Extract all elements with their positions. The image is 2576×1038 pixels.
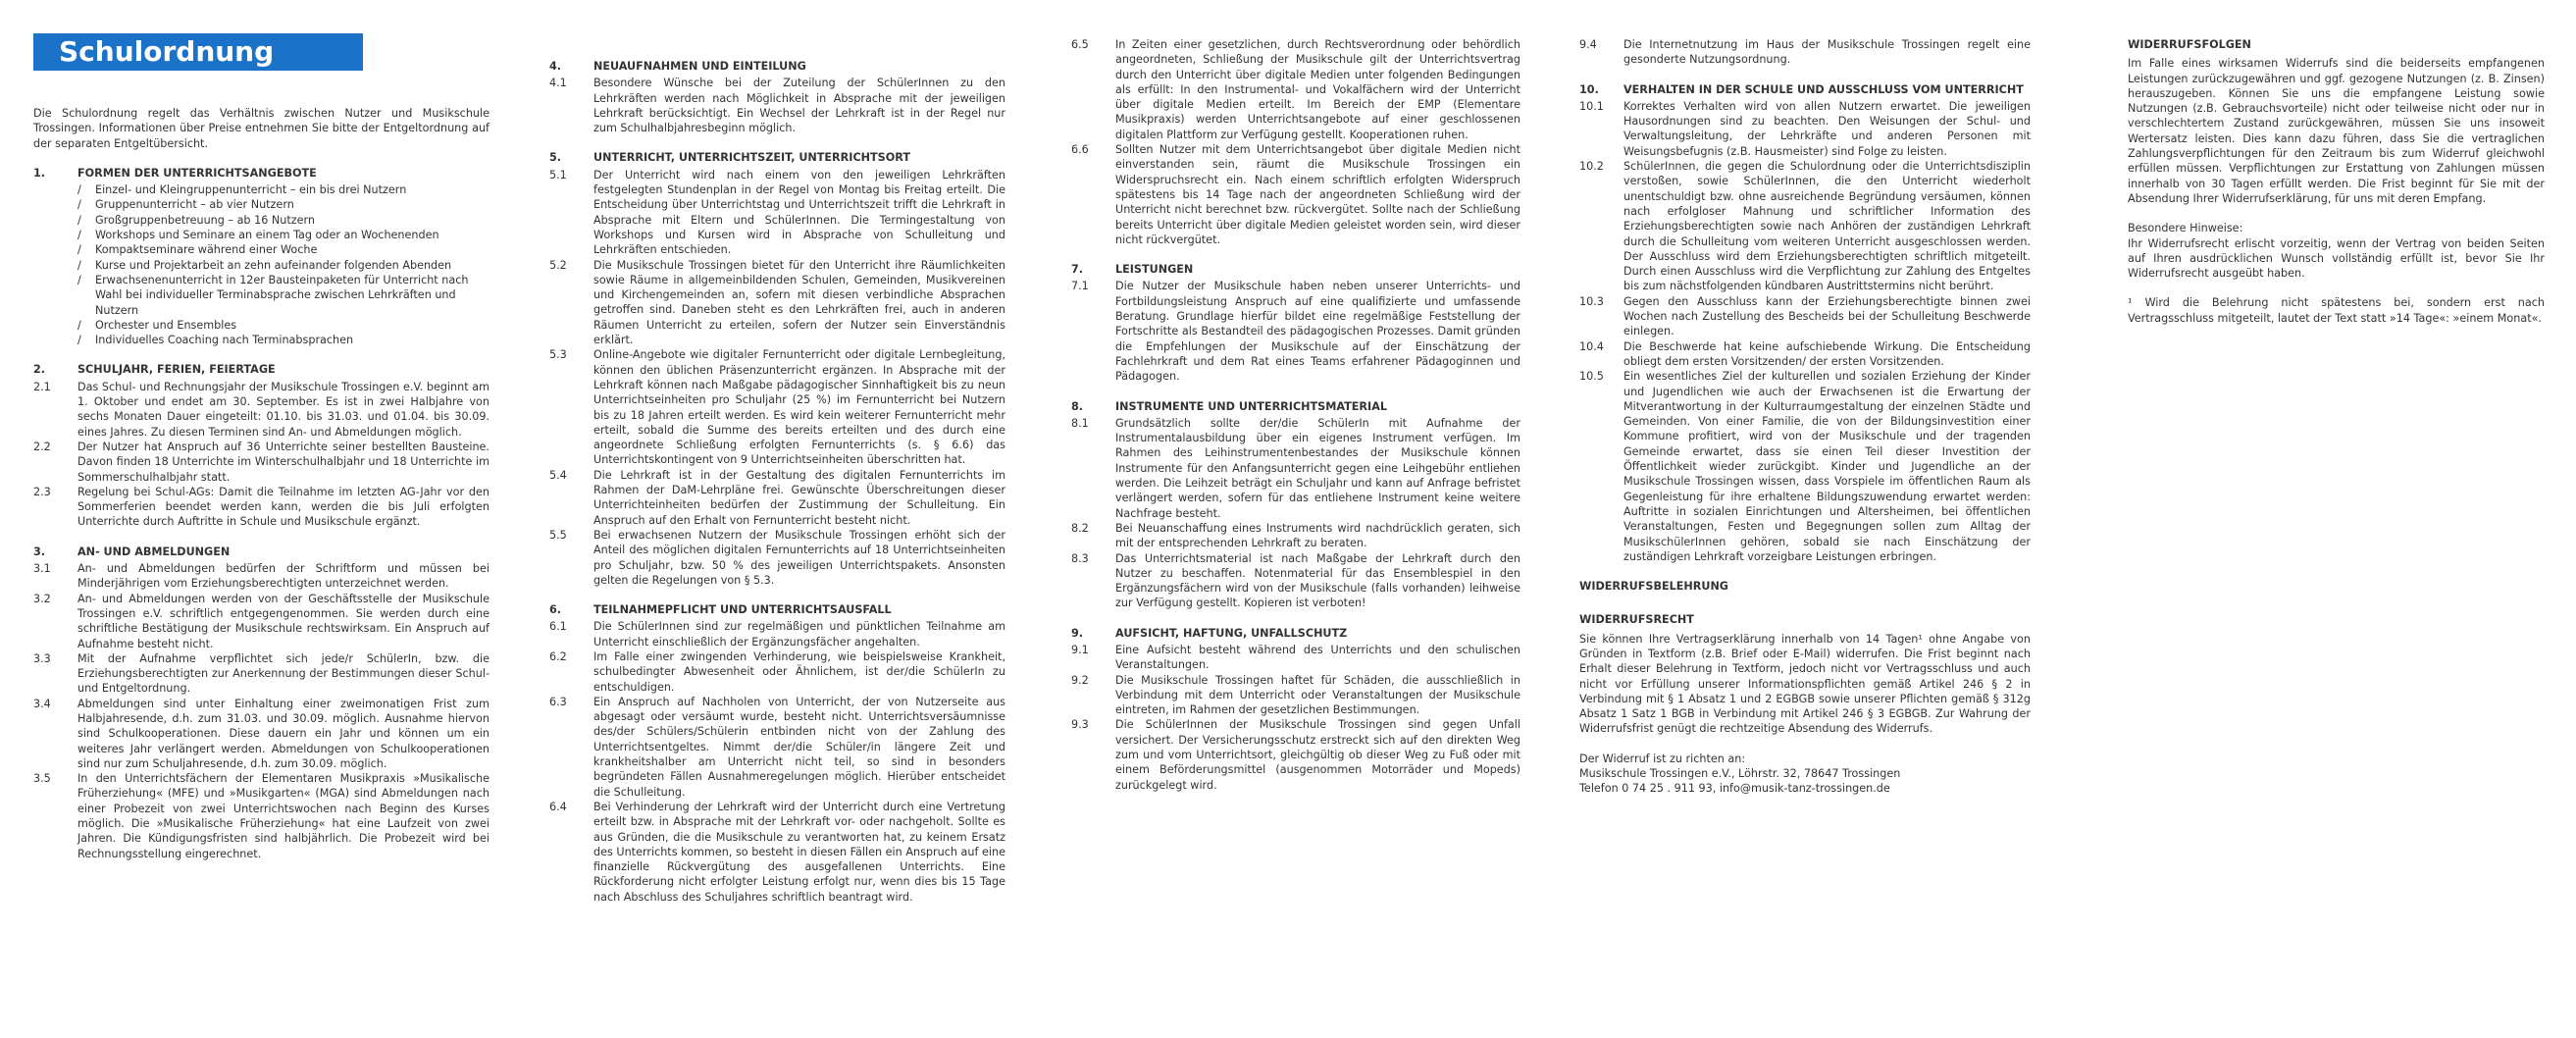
clause: 8.3 Das Unterrichtsmaterial ist nach Maßgabe der Lehrkraft durch den Nutzer zu beschaffen. Notenmaterial für das Ensemblespiel in den Ergänzungsfächern wird von der Musikschule (falls vorhanden) leihweise zur Verfügung gestellt. Kopieren ist verboten! bbox=[1071, 551, 1520, 610]
section-6 bbox=[549, 602, 1005, 905]
section-1 bbox=[33, 166, 489, 348]
section-heading: 6. TEILNAHMEPFLICHT UND UNTERRICHTSAUSFALL bbox=[549, 603, 892, 617]
clause: 5.2 Die Musikschule Trossingen bietet für den Unterricht ihre Räumlichkeiten sowie Räume in allgemeinbildenden Schulen, Gemeinden, Musikvereinen und Kirchengemeinden an, sofern mit diesen verbindliche Absprachen getroffen sind. Daneben steht es den Lehrkräften frei, auch in anderen Räumen Unterricht zu erteilen, sofern der Nutzer sein Einverständnis erklärt. bbox=[549, 258, 1005, 347]
section-9-cont bbox=[1579, 37, 2031, 68]
clause: 10.5 Ein wesentliches Ziel der kulturellen und sozialen Erziehung der Kinder und Jugendlichen wie auch der Erwachsenen ist die Erwartung der Mitverantwortung in der Kulturraumgestaltung der einzelnen Städte und Gemeinden. Von einer Familie, die von der Bildungsinvestition einer Kommune profitiert, wird von der Musikschule und der tragenden Gemeinde erwartet, dass sie einen Teil dieser Investition der Öffentlichkeit wieder zurückgibt. Kinder und Jugendliche an der Musikschule Trossingen wissen, dass Vorspiele im öffentlichen Raum als Gegenleistung für ihre erhaltene Bildungszuwendung erwartet werden: Auftritte in sozialen Einrichtungen und Altersheimen, bei öffentlichen Veranstaltungen, Festen und Begegnungen sollen zum Alltag der MusikschülerInnen gehören, sobald sie nach Einschätzung der zuständigen Lehrkraft vorzeigbare Leistungen erbringen. bbox=[1579, 370, 2031, 563]
clause: 9.3 Die SchülerInnen der Musikschule Trossingen sind gegen Unfall versichert. Der Versicherungsschutz erstreckt sich auf den direkten Weg zum und vom Unterrichtsort, gleichgültig ob dieser Weg zu Fuß oder mit einem Beförderungsmittel (ausgenommen Motorräder und Mopeds) zurückgelegt wird. bbox=[1071, 718, 1520, 792]
clause: 10.4 Die Beschwerde hat keine aufschiebende Wirkung. Die Entscheidung obliegt dem ersten Vorsitzenden/ der ersten Vorsitzenden. bbox=[1579, 339, 2031, 368]
section-8 bbox=[1071, 399, 1520, 611]
clause: 3.3 Mit der Aufnahme verpflichtet sich jede/r SchülerIn, bzw. die Erziehungsberechtigten zur Anerkennung der Bestimmungen dieser Schul- und Entgeltordnung. bbox=[33, 651, 489, 696]
clause: 10.1 Korrektes Verhalten wird von allen Nutzern erwartet. Die jeweiligen Hausordnungen sind zu beachten. Den Weisungen der Schul- und Verwaltungsleitung, der Lehrkräfte und anderen Personen mit Weisungsbefugnis (z.B. Hausmeister) sind Folge zu leisten. bbox=[1579, 99, 2031, 158]
intro-text: Die Schulordnung regelt das Verhältnis zwischen Nutzer und Musikschule Trossingen. Informationen über Preise entnehmen Sie bitte der Entgeltordnung auf der separaten Entgeltübersicht. bbox=[33, 107, 489, 150]
clause: 5.5 Bei erwachsenen Nutzern der Musikschule Trossingen erhöht sich der Anteil des möglichen digitalen Fernunterrichts auf 18 Unterrichtseinheiten pro Schuljahr, bzw. 50 % des jeweiligen Unterrichtspakets. Ansonsten gelten die Regelungen von § 5.3. bbox=[549, 528, 1005, 587]
list-item: / Orchester und Ensembles bbox=[77, 318, 237, 332]
section-heading: 4. NEUAUFNAHMEN UND EINTEILUNG bbox=[549, 60, 806, 73]
column-5 bbox=[2128, 37, 2545, 340]
clause: 6.6 Sollten Nutzer mit dem Unterrichtsangebot über digitale Medien nicht einverstanden sein, räumt die Musikschule Trossingen ein Widerspruchsrecht ein. Nach einem schriftlich erfolgten Widerspruch spätestens bis 14 Tage nach der angeordneten Schließung wird der Unterricht nicht berechnet bzw. rückvergütet. Sollte nach der Schließung bereits Unterricht über digitale Medien geleistet worden sein, wird dieser nicht rückvergütet. bbox=[1071, 143, 1520, 246]
clause: 4.1 Besondere Wünsche bei der Zuteilung der SchülerInnen zu den Lehrkräften werden nach Möglichkeit in Absprache mit der jeweiligen Lehrkraft berücksichtigt. Ein Wechsel der Lehrkraft ist in der Regel nur zum Schulhalbjahresbeginn möglich. bbox=[549, 77, 1005, 135]
clause: 6.4 Bei Verhinderung der Lehrkraft wird der Unterricht durch eine Vertretung erteilt bzw. in Absprache mit der Lehrkraft vor- oder nachgeholt. Sollte es aus Gründen, die die Musikschule zu verantworten hat, zu keinem Ersatz des Unterrichts kommen, so besteht in diesen Fällen ein Anspruch auf eine finanzielle Rückvergütung des ausgefallenen Unterrichts. Eine Rückforderung nicht erfolgter Leistung erfolgt nur, wenn dies bis 15 Tage nach Abschluss des Schuljahres schriftlich beantragt wird. bbox=[549, 800, 1005, 904]
list-item: / Kompaktseminare während einer Woche bbox=[77, 243, 318, 257]
clause: 9.1 Eine Aufsicht besteht während des Unterrichts und den schulischen Veranstaltungen. bbox=[1071, 643, 1520, 672]
clause: 8.2 Bei Neuanschaffung eines Instruments wird nachdrücklich geraten, sich mit der entsprechenden Lehrkraft zu beraten. bbox=[1071, 521, 1520, 550]
section-3 bbox=[33, 545, 489, 861]
column-3 bbox=[1071, 37, 1520, 807]
withdrawal-text: Sie können Ihre Vertragserklärung innerhalb von 14 Tagen¹ ohne Angabe von Gründen in Textform (z.B. Brief oder E-Mail) widerrufen. Die Frist beginnt nach Erhalt dieser Belehrung in Textform, jedoch nicht vor Vertragsschluss und auch nicht vor Erfüllung unserer Informationspflichten gemäß Artikel 246 § 2 in Verbindung mit § 1 Absatz 1 und 2 EGBGB sowie unserer Pflichten gemäß § 312g Absatz 1 Satz 1 BGB in Verbindung mit Artikel 246 § 3 EGBGB. Zur Wahrung der Widerrufsfrist genügt die rechtzeitige Absendung des Widerrufs. bbox=[1579, 632, 2031, 736]
address-line: Musikschule Trossingen e.V., Löhrstr. 32, 78647 Trossingen bbox=[1579, 767, 1901, 781]
section-heading: 9. AUFSICHT, HAFTUNG, UNFALLSCHUTZ bbox=[1071, 626, 1348, 640]
section-heading: 1. FORMEN DER UNTERRICHTSANGEBOTE bbox=[33, 166, 317, 180]
list-item: / Kurse und Projektarbeit an zehn aufeinander folgenden Abenden bbox=[77, 258, 452, 272]
section-10 bbox=[1579, 82, 2031, 565]
clause: 9.4 Die Internetnutzung im Haus der Musikschule Trossingen regelt eine gesonderte Nutzungsordnung. bbox=[1579, 38, 2031, 67]
address-intro: Der Widerruf ist zu richten an: bbox=[1579, 752, 1746, 765]
list-item: / Individuelles Coaching nach Terminabsprachen bbox=[77, 334, 354, 347]
section-9 bbox=[1071, 626, 1520, 793]
clause: 6.3 Ein Anspruch auf Nachholen von Unterricht, der von Nutzerseite aus abgesagt oder versäumt wurde, besteht nicht. Unterrichtsversäumnisse des/der Schülers/Schülerin entbinden nicht von der Zahlung des Unterrichtsentgeltes. Nimmt der/die Schüler/in längere Zeit und krankheitshalber am Unterricht nicht teil, so sind in besonders begründeten Fällen Ausnahmeregelungen möglich. Hierüber entscheidet die Schulleitung. bbox=[549, 695, 1005, 799]
clause: 3.4 Abmeldungen sind unter Einhaltung einer zweimonatigen Frist zum Halbjahresende, d.h. zum 31.03. und 30.09. möglich. Ausnahme hiervon sind Schulkooperationen. Diese dauern ein Jahr und können um ein weiteres Jahr verlängert werden. Abmeldungen von Schulkooperationen sind nur zum Schuljahresende, d.h. zum 30.09. möglich. bbox=[33, 697, 489, 770]
section-6-cont bbox=[1071, 37, 1520, 247]
section-heading: 2. SCHULJAHR, FERIEN, FEIERTAGE bbox=[33, 363, 276, 377]
offer-list bbox=[77, 182, 489, 347]
page-title: Schulordnung bbox=[33, 33, 363, 71]
column-1 bbox=[33, 33, 489, 876]
clause: 2.1 Das Schul- und Rechnungsjahr der Musikschule Trossingen e.V. beginnt am 1. Oktober und endet am 30. September. Es ist in zwei Halbjahre von sechs Monaten Dauer eingeteilt: 01.10. bis 31.03. und 01.04. bis 30.09. eines Jahres. Zu diesen Terminen sind An- und Abmeldungen möglich. bbox=[33, 380, 489, 439]
footnote: ¹ Wird die Belehrung nicht spätestens bei, sondern erst nach Vertragsschluss mitgeteilt, lautet der Text statt »14 Tage«: »einem Monat«. bbox=[2128, 296, 2545, 325]
special-notes-title: Besondere Hinweise: bbox=[2128, 222, 2243, 235]
clause: 5.3 Online-Angebote wie digitaler Fernunterricht oder digitale Lernbegleitung, können den üblichen Präsenzunterricht ergänzen. In Absprache mit der Lehrkraft können nach Maßgabe pädagogischer Sinnhaftigkeit bis zu neun Unterrichtseinheiten pro Schuljahr (25 %) im Fernunterricht bei Nutzern bis zu 18 Jahren erteilt werden. Es wird kein weiterer Fernunterricht mehr erteilt, sobald die Summe des bereits erteilten und des durch eine angeordnete Schließung erfolgten Fernunterrichts (s. § 6.6) das Unterrichtskontingent von 9 Unterrichtseinheiten überschritten hat. bbox=[549, 348, 1005, 467]
withdrawal-consequences-heading: WIDERRUFSFOLGEN bbox=[2128, 38, 2251, 51]
clause: 10.2 SchülerInnen, die gegen die Schulordnung oder die Unterrichtsdisziplin verstoßen, sowie SchülerInnen, die den Unterricht wiederholt unentschuldigt bzw. ohne ausreichende Begründung versäumen, können nach erfolgloser Mahnung und schriftlicher Information des Erziehungsberechtigten sowie nach Anhören der zuständigen Lehrkraft durch die Schulleitung vom weiteren Unterricht ausgeschlossen werden. Der Ausschluss wird dem Erziehungsberechtigten schriftlich mitgeteilt. Durch einen Ausschluss wird die Verpflichtung zur Zahlung des Entgeltes bis zum nächstfolgenden kündbaren Austrittstermins nicht berührt. bbox=[1579, 160, 2031, 293]
section-5 bbox=[549, 150, 1005, 588]
special-notes-text: Ihr Widerrufsrecht erlischt vorzeitig, wenn der Vertrag von beiden Seiten auf Ihren ausdrücklichen Wunsch vollständig erfüllt ist, bevor Sie Ihr Widerrufsrecht ausgeübt haben. bbox=[2128, 236, 2545, 281]
section-heading: 10. VERHALTEN IN DER SCHULE UND AUSSCHLUSS VOM UNTERRICHT bbox=[1579, 82, 2024, 96]
withdrawal-consequences-text: Im Falle eines wirksamen Widerrufs sind die beiderseits empfangenen Leistungen zurückzugewähren und ggf. gezogene Nutzungen (z. B. Zinsen) herauszugeben. Können Sie uns die empfangene Leistung sowie Nutzungen (z.B. Gebrauchsvorteile) nicht oder teilweise nicht oder nur in verschlechtertem Zustand zurückgewähren, müssen Sie uns insoweit Wertersatz leisten. Dies kann dazu führen, dass Sie die vertraglichen Zahlungsverpflichtungen für den Zeitraum bis zum Widerruf gleichwohl erfüllen müssen. Verpflichtungen zur Erstattung von Zahlungen müssen innerhalb von 30 Tagen erfüllt werden. Die Frist beginnt für Sie mit der Absendung Ihrer Widerrufserklärung, für uns mit deren Empfang. bbox=[2128, 57, 2545, 205]
clause: 5.4 Die Lehrkraft ist in der Gestaltung des digitalen Fernunterrichts im Rahmen der DaM-Lehrpläne frei. Gewünschte Überschreitungen dieser Unterrichteinheiten bedürfen der Zustimmung der Schulleitung. Ein Anspruch auf den Erhalt von Fernunterricht besteht nicht. bbox=[549, 468, 1005, 527]
clause: 6.2 Im Falle einer zwingenden Verhinderung, wie beispielsweise Krankheit, schulbedingter Abwesenheit oder Ähnlichem, ist der/die SchülerIn zu entschuldigen. bbox=[549, 649, 1005, 694]
clause: 3.5 In den Unterrichtsfächern der Elementaren Musikpraxis »Musikalische Früherziehung« (MFE) und »Musikgarten« (MGA) sind Abmeldungen nach einer Probezeit von zwei Unterrichtswochen nach Beginn des Kurses möglich. Die »Musikalische Früherziehung« hat eine Laufzeit von zwei Jahren. Die Kündigungsfristen sind halbjährlich. Die Probezeit wird bei Rechnungsstellung eingerechnet. bbox=[33, 772, 489, 860]
section-heading: 7. LEISTUNGEN bbox=[1071, 263, 1194, 277]
clause: 6.1 Die SchülerInnen sind zur regelmäßigen und pünktlichen Teilnahme am Unterricht einschließlich der Ergänzungsfächer angehalten. bbox=[549, 620, 1005, 649]
list-item: / Großgruppenbetreuung – ab 16 Nutzern bbox=[77, 213, 315, 227]
section-heading: 3. AN- UND ABMELDUNGEN bbox=[33, 545, 231, 558]
clause: 6.5 In Zeiten einer gesetzlichen, durch Rechtsverordnung oder behördlich angeordneten, Schließung der Musikschule gilt der Unterrichtsvertrag durch den Unterricht über digitale Medien unter folgenden Bedingungen als erfüllt: In den Instrumental- und Vokalfächern wird der Unterricht über digitale Medien erteilt. Im Bereich der EMP (Elementare Musikpraxis) werden Unterrichtsangebote auf einer geschlossenen digitalen Plattform zur Verfügung gestellt. Kooperationen ruhen. bbox=[1071, 38, 1520, 141]
clause: 2.2 Der Nutzer hat Anspruch auf 36 Unterrichte seiner bestellten Bausteine. Davon finden 18 Unterrichte im Winterschulhalbjahr und 18 Unterrichte im Sommerschulhalbjahr statt. bbox=[33, 440, 489, 484]
clause: 5.1 Der Unterricht wird nach einem von den jeweiligen Lehrkräften festgelegten Stundenplan in der Regel von Montag bis Freitag erteilt. Die Entscheidung über Unterrichtstag und Unterrichtszeit trifft die Lehrkraft in Absprache mit Eltern und SchülerInnen. Die Termingestaltung von Workshops und Kursen wird in Absprache von Schulleitung und Lehrkräften entschieden. bbox=[549, 168, 1005, 257]
withdrawal-right-heading: WIDERRUFSRECHT bbox=[1579, 613, 1694, 627]
column-2 bbox=[549, 55, 1005, 919]
clause: 10.3 Gegen den Ausschluss kann der Erziehungsberechtigte binnen zwei Wochen nach Zustellung des Bescheids bei der Schulleitung Beschwerde einlegen. bbox=[1579, 294, 2031, 338]
list-item: / Einzel- und Kleingruppenunterricht – ein bis drei Nutzern bbox=[77, 183, 407, 197]
list-item: / Gruppenunterricht – ab vier Nutzern bbox=[77, 198, 294, 212]
clause: 9.2 Die Musikschule Trossingen haftet für Schäden, die ausschließlich in Verbindung mit dem Unterricht oder Veranstaltungen der Musikschule eintreten, im Rahmen der gesetzlichen Bestimmungen. bbox=[1071, 673, 1520, 717]
column-4 bbox=[1579, 37, 2031, 797]
clause: 3.1 An- und Abmeldungen bedürfen der Schriftform und müssen bei Minderjährigen vom Erziehungsberechtigten unterzeichnet werden. bbox=[33, 562, 489, 591]
contact-line: Telefon 0 74 25 . 911 93, info@musik-tanz-trossingen.de bbox=[1579, 782, 1890, 796]
section-heading: 8. INSTRUMENTE UND UNTERRICHTSMATERIAL bbox=[1071, 399, 1387, 413]
list-item: / Erwachsenenunterricht in 12er Bausteinpaketen für Unterricht nach Wahl bei individueller Terminabsprache zwischen Lehrkräften und Nutzern bbox=[77, 273, 469, 317]
section-4 bbox=[549, 59, 1005, 135]
section-heading: 5. UNTERRICHT, UNTERRICHTSZEIT, UNTERRICHTSORT bbox=[549, 151, 910, 165]
clause: 3.2 An- und Abmeldungen werden von der Geschäftsstelle der Musikschule Trossingen e.V. schriftlich entgegengenommen. Sie werden durch eine schriftliche Bestätigung der Musikschule rechtswirksam. Ein Anspruch auf Aufnahme besteht nicht. bbox=[33, 592, 489, 650]
section-7 bbox=[1071, 262, 1520, 384]
list-item: / Workshops und Seminare an einem Tag oder an Wochenenden bbox=[77, 229, 439, 242]
clause: 8.1 Grundsätzlich sollte der/die SchülerIn mit Aufnahme der Instrumentalausbildung über ein eigenes Instrument verfügen. Im Rahmen des Leihinstrumentenbestandes der Musikschule können Instrumente für den Anfangsunterricht gegen eine Leihgebühr entliehen werden. Die Leihzeit beträgt ein Schuljahr und kann auf Anfrage befristet verlängert werden, sofern für das entliehene Instrument keine weitere Nachfrage besteht. bbox=[1071, 416, 1520, 520]
clause: 2.3 Regelung bei Schul-AGs: Damit die Teilnahme im letzten AG-Jahr vor den Sommerferien beendet werden kann, werden die bis Juli erfolgten Unterrichte durch Auftritte in Schule und Musikschule ergänzt. bbox=[33, 485, 489, 529]
clause: 7.1 Die Nutzer der Musikschule haben neben unserer Unterrichts- und Fortbildungsleistung Anspruch auf eine qualifizierte und umfassende Beratung. Grundlage hierfür bildet eine regelmäßige Feststellung der Fortschritte als Bestandteil des pädagogischen Prozesses. Damit gründen die Empfehlungen der Musikschule auf der Einschätzung der Fachlehrkraft und dem Rat eines Teams erfahrener Pädagoginnen und Pädagogen. bbox=[1071, 280, 1520, 384]
section-2 bbox=[33, 362, 489, 529]
withdrawal-heading: WIDERRUFSBELEHRUNG bbox=[1579, 580, 1728, 594]
